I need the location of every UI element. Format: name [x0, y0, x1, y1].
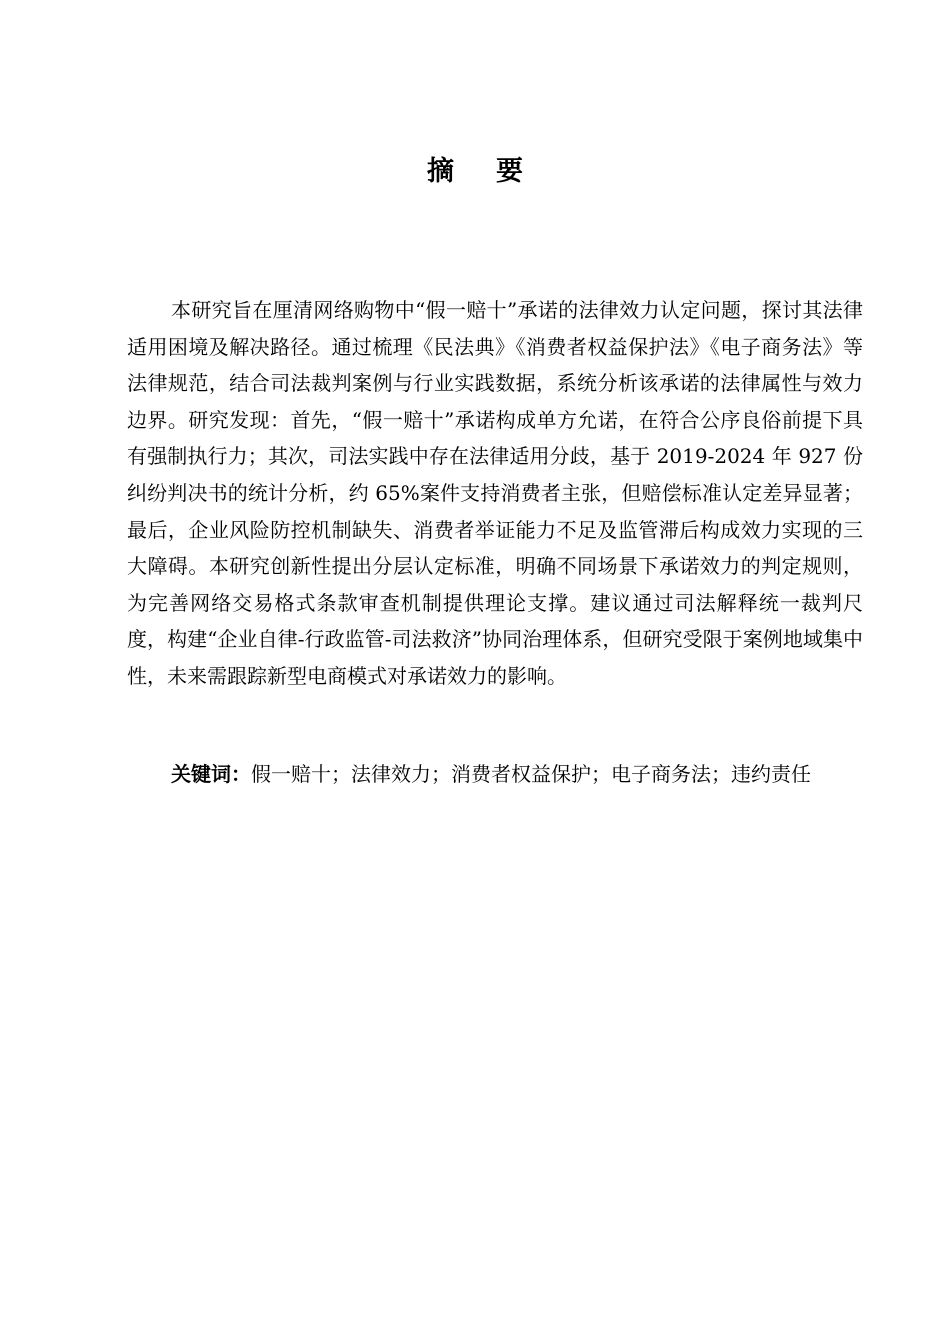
keywords-paragraph: [127, 755, 863, 794]
abstract-heading-char-2: 要: [496, 156, 523, 187]
keywords-label: 关键词：: [171, 762, 251, 786]
abstract-body: 本研究旨在厘清网络购物中“假一赔十”承诺的法律效力认定问题，探讨其法律适用困境及解决路径。通过梳理《民法典》《消费者权益保护法》《电子商务法》等法律规范，结合司法裁判案例与行业实践数据，系统分析该承诺的法律属性与效力边界。研究发现：首先，“假一赔十”承诺构成单方允诺，在符合公序良俗前提下具有强制执行力；其次，司法实践中存在法律适用分歧，基于 2019-2024 年 927 份纠纷判决书的统计分析，约 65%案件支持消费者主张，但赔偿标准认定差异显著；最后，企业风险防控机制缺失、消费者举证能力不足及监管滞后构成效力实现的三大障碍。本研究创新性提出分层认定标准，明确不同场景下承诺效力的判定规则，为完善网络交易格式条款审查机制提供理论支撑。建议通过司法解释统一裁判尺度，构建“企业自律-行政监管-司法救济”协同治理体系，但研究受限于案例地域集中性，未来需跟踪新型电商模式对承诺效力的影响。: [127, 298, 863, 688]
keywords-list: 假一赔十；法律效力；消费者权益保护；电子商务法；违约责任: [251, 762, 811, 786]
abstract-heading: [0, 152, 950, 192]
abstract-heading-char-1: 摘: [427, 156, 454, 187]
